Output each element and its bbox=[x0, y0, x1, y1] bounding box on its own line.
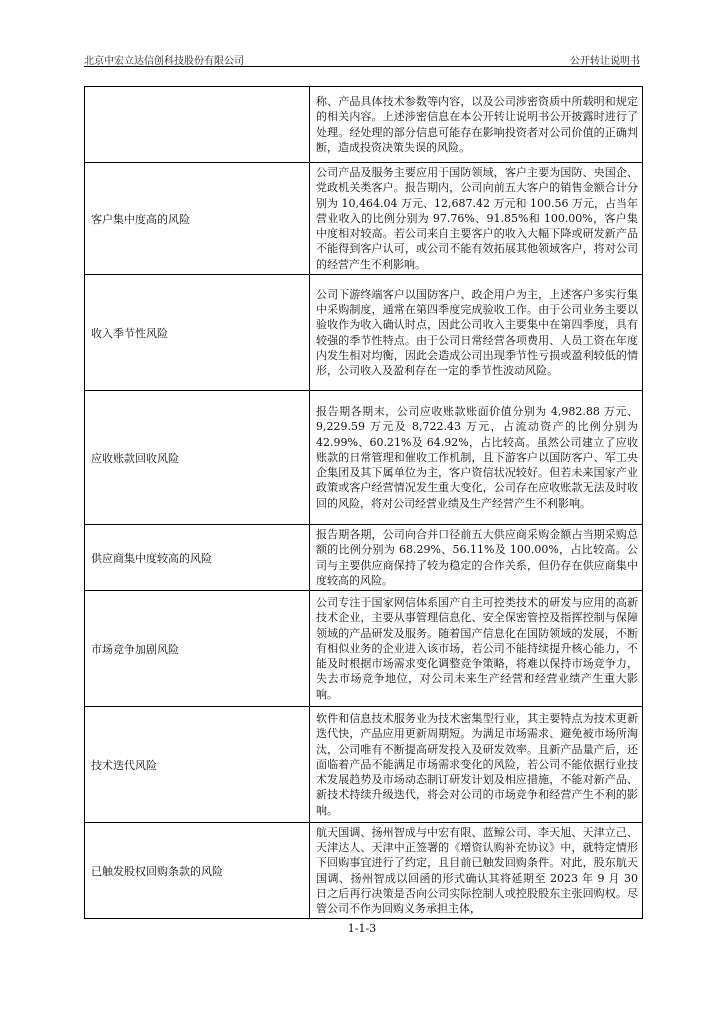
risk-name: 已触发股权回购条款的风险 bbox=[85, 823, 310, 919]
risk-description: 称、产品具体技术参数等内容，以及公司涉密资质中所载明和规定的相关内容。上述涉密信息在本公开转让说明书公开披露时进行了处理。经处理的部分信息可能存在影响投资者对公司价值的正确判断，造成投资决策失误的风险。 bbox=[310, 87, 643, 163]
table-row bbox=[85, 823, 643, 919]
risk-name: 市场竞争加剧风险 bbox=[85, 591, 310, 707]
risk-description: 公司下游终端客户以国防客户、政企用户为主，上述客户多实行集中采购制度，通常在第四季度完成验收工作。由于公司业务主要以验收作为收入确认时点，因此公司收入主要集中在第四季度，具有较强的季节性特点。由于公司日常经营各项费用、人员工资在年度内发生相对均衡，因此会造成公司出现季节性亏损或盈利较低的情形，公司收入及盈利存在一定的季节性波动风险。 bbox=[310, 275, 643, 391]
risk-description: 航天国调、扬州智成与中宏有限、蓝鲸公司、李天旭、天津立己、天津达人、天津中正签署的《增资认购补充协议》中，就特定情形下回购事宜进行了约定，且目前已触发回购条件。对此，股东航天国调、扬州智成以回函的形式确认其将延期至 2023 年 9 月 30 日之后再行决策是否向公司实际控制人或控股股东主张回购权。尽管公司不作为回购义务承担主体， bbox=[310, 823, 643, 919]
table-row bbox=[85, 391, 643, 525]
risk-name: 技术迭代风险 bbox=[85, 707, 310, 823]
risk-name: 供应商集中度较高的风险 bbox=[85, 525, 310, 591]
risk-name: 客户集中度高的风险 bbox=[85, 163, 310, 275]
table-row bbox=[85, 707, 643, 823]
table-row bbox=[85, 87, 643, 163]
header-document-title: 公开转让说明书 bbox=[570, 56, 640, 67]
header-rule bbox=[84, 66, 640, 67]
risk-description: 报告期各期，公司向合并口径前五大供应商采购金额占当期采购总额的比例分别为 68.29%、56.11%及 100.00%，占比较高。公司与主要供应商保持了较为稳定的合作关系，但仍存在供应商集中度较高的风险。 bbox=[310, 525, 643, 591]
table-row bbox=[85, 275, 643, 391]
table-row bbox=[85, 525, 643, 591]
page-number: 1-1-3 bbox=[347, 922, 377, 935]
risk-name: 应收账款回收风险 bbox=[85, 391, 310, 525]
risk-description: 报告期各期末，公司应收账款账面价值分别为 4,982.88 万元、9,229.59 万元及 8,722.43 万元，占流动资产的比例分别为 42.99%、60.21%及 64.92%，占比较高。虽然公司建立了应收账款的日常管理和催收工作机制，且下游客户以国防客户、军工央企集团及其下属单位为主，客户资信状况较好。但若未来国家产业政策或客户经营情况发生重大变化，公司存在应收账款无法及时收回的风险，将对公司经营业绩及生产经营产生不利影响。 bbox=[310, 391, 643, 525]
risk-description: 公司产品及服务主要应用于国防领域，客户主要为国防、央国企、党政机关类客户。报告期内，公司向前五大客户的销售金额合计分别为 10,464.04 万元、12,687.42 万元和 100.56 万元，占当年营业收入的比例分别为 97.76%、91.85%和 100.00%，客户集中度相对较高。若公司来自主要客户的收入大幅下降或研发新产品不能得到客户认可，或公司不能有效拓展其他领域客户，将对公司的经营产生不利影响。 bbox=[310, 163, 643, 275]
risk-description: 公司专注于国家网信体系国产自主可控类技术的研发与应用的高新技术企业，主要从事管理信息化、安全保密管控及指挥控制与保障领域的产品研发及服务。随着国产信息化在国防领域的发展，不断有相似业务的企业进入该市场，若公司不能持续提升核心能力，不能及时根据市场需求变化调整竞争策略，将难以保持市场竞争力，失去市场竞争地位，对公司未来生产经营和经营业绩产生重大影响。 bbox=[310, 591, 643, 707]
risk-name: 收入季节性风险 bbox=[85, 275, 310, 391]
table-row bbox=[85, 591, 643, 707]
header-company-name: 北京中宏立达信创科技股份有限公司 bbox=[84, 56, 244, 67]
risk-name bbox=[85, 87, 310, 163]
risk-factors-table bbox=[84, 86, 643, 919]
risk-description: 软件和信息技术服务业为技术密集型行业，其主要特点为技术更新迭代快，产品应用更新周期短。为满足市场需求、避免被市场所淘汰，公司唯有不断提高研发投入及研发效率。且新产品量产后，还面临着产品不能满足市场需求变化的风险，若公司不能依据行业技术发展趋势及市场动态制订研发计划及相应措施，不能对新产品、新技术持续升级迭代，将会对公司的市场竞争和经营产生不利的影响。 bbox=[310, 707, 643, 823]
table-row bbox=[85, 163, 643, 275]
